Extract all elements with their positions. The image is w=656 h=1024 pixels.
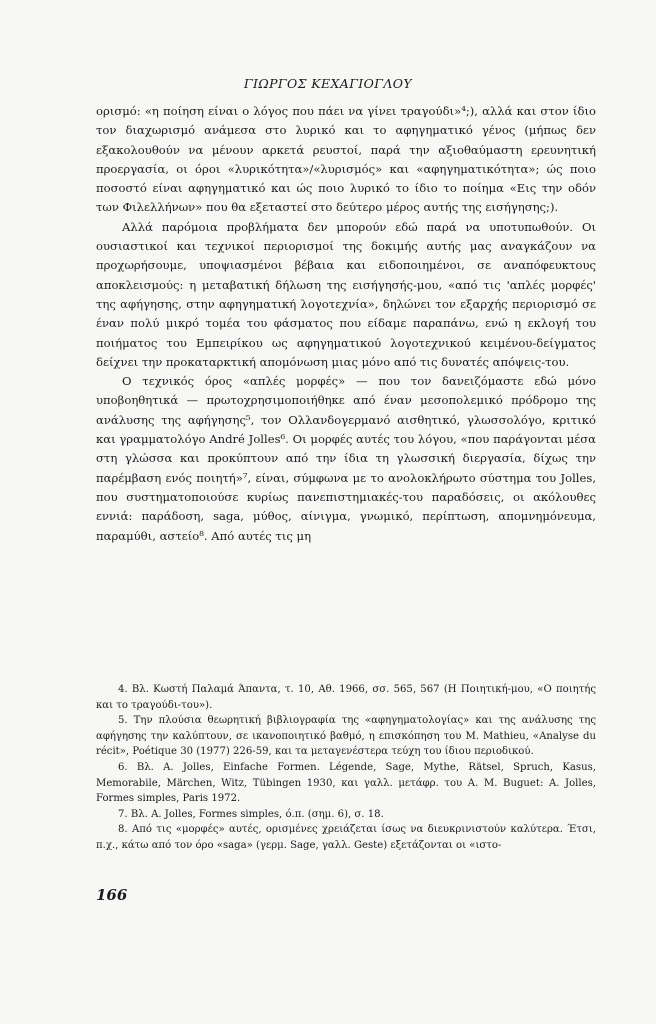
footnote-8: 8. Από τις «μορφές» αυτές, ορισμένες χρειάζεται ίσως να διευκρινιστούν καλύτερα. Έτσι, π.χ., κάτω από τον όρο «saga» (γερμ. Sage, γαλλ. Geste) εξετάζονται οι «ιστο- [96,824,596,851]
footnote-6: 6. Βλ. A. Jolles, Einfache Formen. Légende, Sage, Mythe, Rätsel, Spruch, Kasus, Memorabile, Märchen, Witz, Tübingen 1930, και γαλλ. μετάφρ. του A. M. Buguet: A. Jolles, Formes simples, Paris 1972. [96,761,596,805]
footnotes [96,682,596,854]
running-head: ΓΙΩΡΓΟΣ ΚΕΧΑΓΙΟΓΛΟΥ [243,76,413,91]
footnote-7: 7. Βλ. A. Jolles, Formes simples, ό.π. (σημ. 6), σ. 18. [118,808,384,820]
footnote-5: 5. Την πλούσια θεωρητική βιβλιογραφία της «αφηγηματολογίας» και της ανάλυσης της αφήγησης την καλύπτουν, σε ικανοποιητικό βαθμό, η επισκόπηση του M. Mathieu, «Analyse du récit», Poétique 30 (1977) 226-59, και τα μεταγενέστερα τεύχη του ίδιου περιοδικού. [96,715,596,758]
paragraph-1: ορισμό: «η ποίηση είναι ο λόγος που πάει να γίνει τραγούδι»⁴;), αλλά και στον ίδιο τον διαχωρισμό ανάμεσα στο λυρικό και το αφηγηματικό γένος (μήπως δεν εξακολουθούν να μένουν αρκετά ρευστοί, παρά την αξιοθαύμαστη ερευνητική προεργασία, οι όροι «λυρικότητα»/«λυρισμός» και «αφηγηματικότητα»; ώς ποιο ποσοστό είναι αφηγηματικό και ώς ποιο λυρικό το ίδιο το ποίημα «Εις την οδόν των Φιλελλήνων» που θα εξεταστεί στο δεύτερο μέρος αυτής της εισήγησης;). [96,104,596,215]
page-number: 166 [96,886,128,904]
footnote-4: 4. Βλ. Κωστή Παλαμά Άπαντα, τ. 10, Αθ. 1966, σσ. 565, 567 (Η Ποιητική-μου, «Ο ποιητής και το τραγούδι-του»). [96,684,596,711]
body-text [96,102,596,546]
paragraph-2: Αλλά παρόμοια προβλήματα δεν μπορούν εδώ παρά να υποτυπωθούν. Οι ουσιαστικοί και τεχνικοί περιορισμοί της δοκιμής αυτής μας αναγκάζουν να προχωρήσουμε, υποψιασμένοι βέβαια και ειδοποιημένοι, σε αναπόφευκτους αποκλεισμούς: η μεταβατική δήλωση της εισήγησής-μου, «από τις 'απλές μορφές' της αφήγησης, στην αφηγηματική λογοτεχνία», δηλώνει τον εξαρχής περιορισμό σε έναν πολύ μικρό τομέα του φάσματος που είδαμε παραπάνω, ενώ η εκλογή του ποιήματος του Εμπειρίκου ως αφηγηματικού λογοτεχνικού κειμένου-δείγματος δείχνει την προκαταρκτική απομόνωση μιας μόνο από τις δυνατές απόψεις-του. [96,219,596,369]
paragraph-3: Ο τεχνικός όρος «απλές μορφές» — που τον δανειζόμαστε εδώ μόνο υποβοηθητικά — πρωτοχρησιμοποιήθηκε από έναν μεσοπολεμικό πρόδρομο της ανάλυσης της αφήγησης⁵, τον Ολλανδογερμανό αισθητικό, γλωσσολόγο, κριτικό και γραμματολόγο André Jolles⁶. Οι μορφές αυτές του λόγου, «που παράγονται μέσα στη γλώσσα και προκύπτουν από την ίδια τη γλωσσική διεργασία, δίχως την παρέμβαση ενός ποιητή»⁷, είναι, σύμφωνα με το ανολοκλήρωτο σύστημα του Jolles, που συστηματοποιούσε κυρίως πανεπιστημιακές-του παραδόσεις, οι ακόλουθες εννιά: παράδοση, saga, μύθος, αίνιγμα, γνωμικό, περίπτωση, απομνημόνευμα, παραμύθι, αστείο⁸. Από αυτές τις μη [96,374,596,543]
